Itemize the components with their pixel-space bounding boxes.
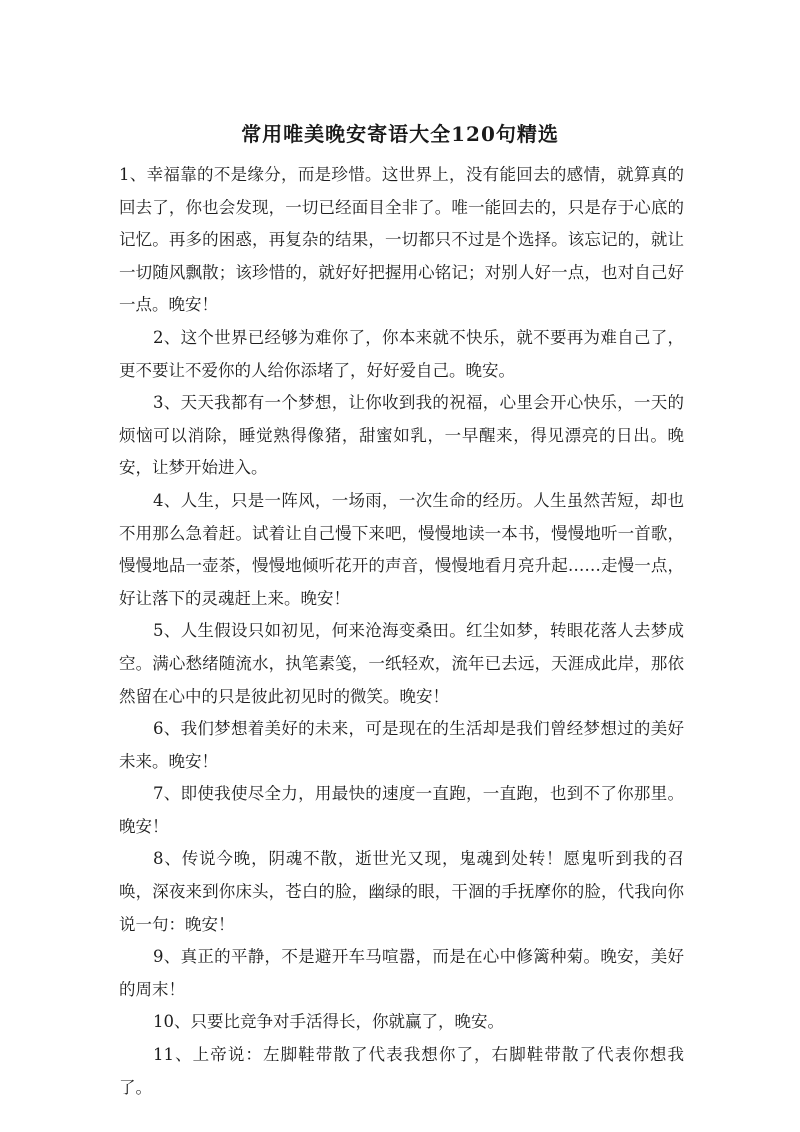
document-title: 常用唯美晚安寄语大全120句精选 xyxy=(241,122,559,146)
paragraph-7: 7、即使我使尽全力，用最快的速度一直跑，一直跑，也到不了你那里。晚安！ xyxy=(119,784,684,836)
paragraph-3: 3、天天我都有一个梦想，让你收到我的祝福，心里会开心快乐，一天的烦恼可以消除，睡觉熟得像猪，甜蜜如乳，一早醒来，得见漂亮的日出。晚安，让梦开始进入。 xyxy=(119,393,684,478)
paragraph-10: 10、只要比竞争对手活得长，你就赢了，晚安。 xyxy=(153,1012,504,1032)
paragraph-11: 11、上帝说：左脚鞋带散了代表我想你了，右脚鞋带散了代表你想我了。 xyxy=(119,1045,684,1097)
paragraph-9: 9、真正的平静，不是避开车马喧嚣，而是在心中修篱种菊。晚安，美好的周末！ xyxy=(119,947,684,999)
paragraph-8: 8、传说今晚，阴魂不散，逝世光又现，鬼魂到处转！愿鬼听到我的召唤，深夜来到你床头，苍白的脸，幽绿的眼，干涸的手抚摩你的脸，代我向你说一句：晚安！ xyxy=(119,849,684,934)
paragraph-5: 5、人生假设只如初见，何来沧海变桑田。红尘如梦，转眼花落人去梦成空。满心愁绪随流水，执笔素笺，一纸轻欢，流年已去远，天涯成此岸，那依然留在心中的只是彼此初见时的微笑。晚安！ xyxy=(119,621,684,706)
paragraph-2: 2、这个世界已经够为难你了，你本来就不快乐，就不要再为难自己了，更不要让不爱你的人给你添堵了，好好爱自己。晚安。 xyxy=(119,327,684,380)
paragraph-6: 6、我们梦想着美好的未来，可是现在的生活却是我们曾经梦想过的美好未来。晚安！ xyxy=(119,719,684,771)
paragraph-4: 4、人生，只是一阵风，一场雨，一次生命的经历。人生虽然苦短，却也不用那么急着赶。试着让自己慢下来吧，慢慢地读一本书，慢慢地听一首歌，慢慢地品一壶茶，慢慢地倾听花开的声音，慢慢地看月亮升起……走慢一点，好让落下的灵魂赶上来。晚安！ xyxy=(119,490,684,608)
document-body xyxy=(119,159,684,1104)
paragraph-1: 1、幸福靠的不是缘分，而是珍惜。这世界上，没有能回去的感情，就算真的回去了，你也会发现，一切已经面目全非了。唯一能回去的，只是存于心底的记忆。再多的困惑，再复杂的结果，一切都只不过是个选择。该忘记的，就让一切随风飘散；该珍惜的，就好好把握用心铭记；对别人好一点，也对自己好一点。晚安！ xyxy=(119,165,684,315)
